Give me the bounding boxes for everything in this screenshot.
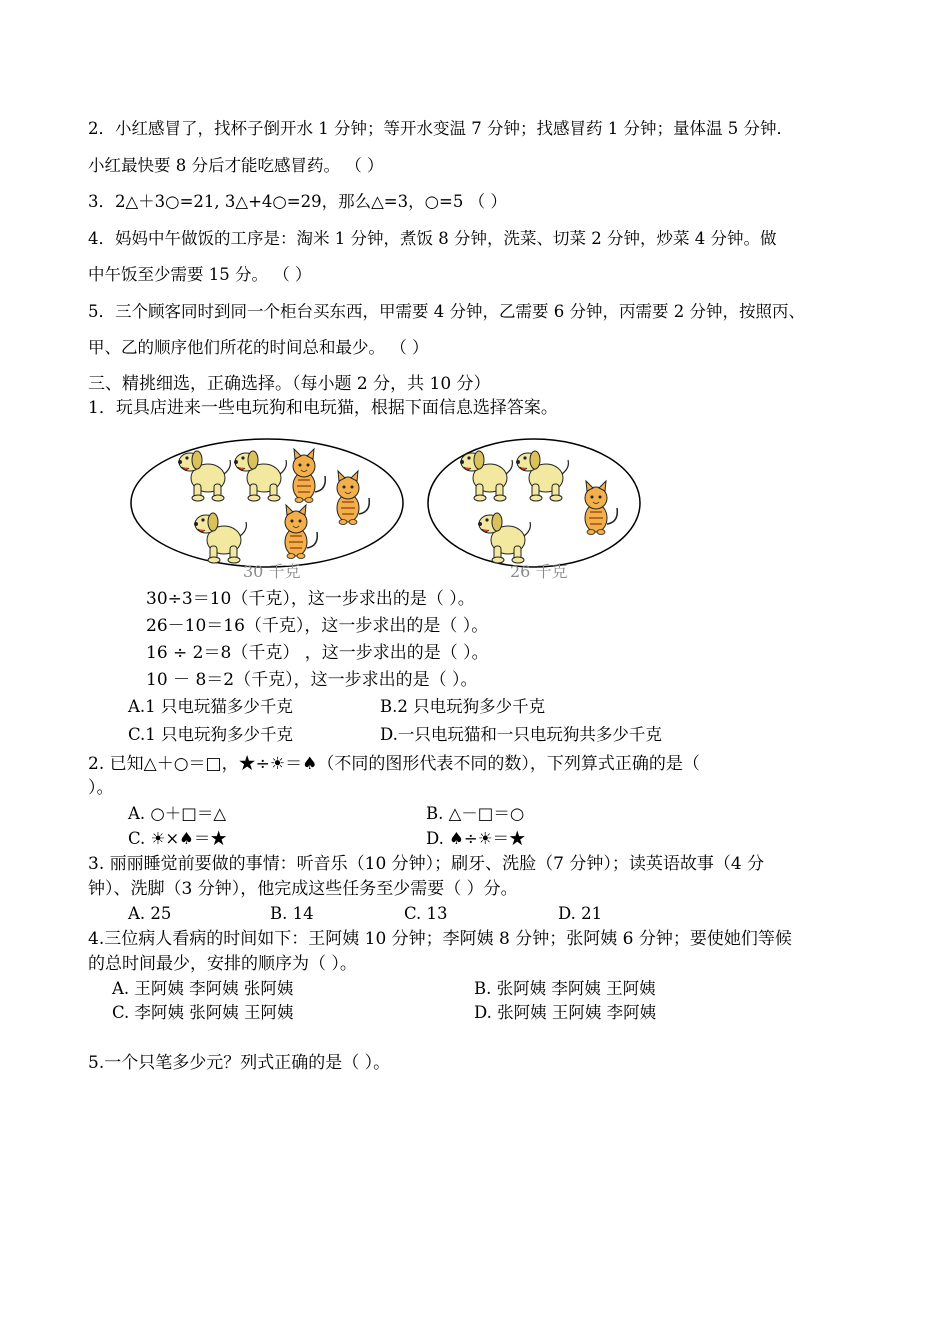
q1-step-3: 16 ÷ 2＝8（千克） ，这一步求出的是（ ）。 xyxy=(146,643,489,663)
tf-q4-line1: 4．妈妈中午做饭的工序是：淘米 1 分钟，煮饭 8 分钟，洗菜、切菜 2 分钟，炒菜 4 分钟。做 xyxy=(88,229,777,248)
tf-q2-line2: 小红最快要 8 分后才能吃感冒药。 （ ） xyxy=(88,156,384,175)
q4-option-a: A. 王阿姨 李阿姨 张阿姨 xyxy=(112,979,294,998)
q3-stem-line2: 钟）、洗脚（3 分钟），他完成这些任务至少需要（ ）分。 xyxy=(88,879,518,899)
toy-cat-icon xyxy=(293,449,325,503)
toy-dog-icon xyxy=(460,451,512,501)
q2-option-b: B. △－□＝○ xyxy=(426,804,525,823)
q4-option-b: B. 张阿姨 李阿姨 王阿姨 xyxy=(474,979,656,998)
tf-q3: 3．2△＋3○=21, 3△+4○=29，那么△=3，○=5 （ ） xyxy=(88,192,507,211)
q4-stem-line1: 4.三位病人看病的时间如下：王阿姨 10 分钟；李阿姨 8 分钟；张阿姨 6 分钟；要使她们等候 xyxy=(88,929,792,949)
q1-option-c: C.1 只电玩狗多少千克 xyxy=(128,725,294,744)
q1-step-2: 26－10＝16（千克），这一步求出的是（ ）。 xyxy=(146,616,489,636)
right-group-weight: 26 千克 xyxy=(510,562,568,581)
tf-q4-line2: 中午饭至少需要 15 分。 （ ） xyxy=(88,265,312,284)
toy-cat-icon xyxy=(585,481,617,535)
q2-stem-line2: ）。 xyxy=(88,778,114,798)
left-group-ellipse xyxy=(131,439,403,567)
q1-stem: 1．玩具店进来一些电玩狗和电玩猫，根据下面信息选择答案。 xyxy=(88,398,558,418)
q2-stem-line1: 2. 已知△＋○＝□，★÷☀＝♠（不同的图形代表不同的数），下列算式正确的是（ xyxy=(88,754,700,774)
q3-option-c: C. 13 xyxy=(404,904,448,923)
left-group-weight: 30 千克 xyxy=(243,562,301,581)
q1-step-4: 10 － 8＝2（千克），这一步求出的是（ ）。 xyxy=(146,670,478,690)
tf-q5-line1: 5．三个顾客同时到同一个柜台买东西，甲需要 4 分钟，乙需要 6 分钟，丙需要 2 分钟，按照丙、 xyxy=(88,302,805,321)
q1-option-d: D.一只电玩猫和一只电玩狗共多少千克 xyxy=(380,725,662,744)
toy-dog-icon xyxy=(194,513,246,563)
q2-option-d: D. ♠÷☀＝★ xyxy=(426,829,526,848)
toy-dog-icon xyxy=(516,451,568,501)
q4-option-c: C. 李阿姨 张阿姨 王阿姨 xyxy=(112,1003,294,1022)
toy-cat-icon xyxy=(337,471,369,525)
tf-q5-line2: 甲、乙的顺序他们所花的时间总和最少。 （ ） xyxy=(88,338,429,357)
q2-option-a: A. ○＋□＝△ xyxy=(128,804,227,823)
q2-option-c: C. ☀×♠＝★ xyxy=(128,829,227,848)
q4-stem-line2: 的总时间最少，安排的顺序为（ ）。 xyxy=(88,954,357,974)
q3-option-a: A. 25 xyxy=(128,904,172,923)
q4-option-d: D. 张阿姨 王阿姨 李阿姨 xyxy=(474,1003,657,1022)
q1-option-a: A.1 只电玩猫多少千克 xyxy=(128,697,293,716)
q1-option-b: B.2 只电玩狗多少千克 xyxy=(380,697,546,716)
q3-stem-line1: 3. 丽丽睡觉前要做的事情：听音乐（10 分钟）；刷牙、洗脸（7 分钟）；读英语故事（4 分 xyxy=(88,854,765,874)
toy-groups-illustration xyxy=(0,0,950,600)
toy-dog-icon xyxy=(178,451,230,501)
q5-stem: 5.一个只笔多少元？列式正确的是（ ）。 xyxy=(88,1053,391,1073)
toy-dog-icon xyxy=(478,513,530,563)
toy-dog-icon xyxy=(234,451,286,501)
toy-cat-icon xyxy=(285,505,317,559)
q1-step-1: 30÷3＝10（千克），这一步求出的是（ ）。 xyxy=(146,589,475,609)
q3-option-b: B. 14 xyxy=(270,904,314,923)
q3-option-d: D. 21 xyxy=(558,904,603,923)
section3-heading: 三、精挑细选，正确选择。（每小题 2 分，共 10 分） xyxy=(88,374,491,394)
tf-q2-line1: 2．小红感冒了，找杯子倒开水 1 分钟；等开水变温 7 分钟；找感冒药 1 分钟；量体温 5 分钟． xyxy=(88,119,793,138)
